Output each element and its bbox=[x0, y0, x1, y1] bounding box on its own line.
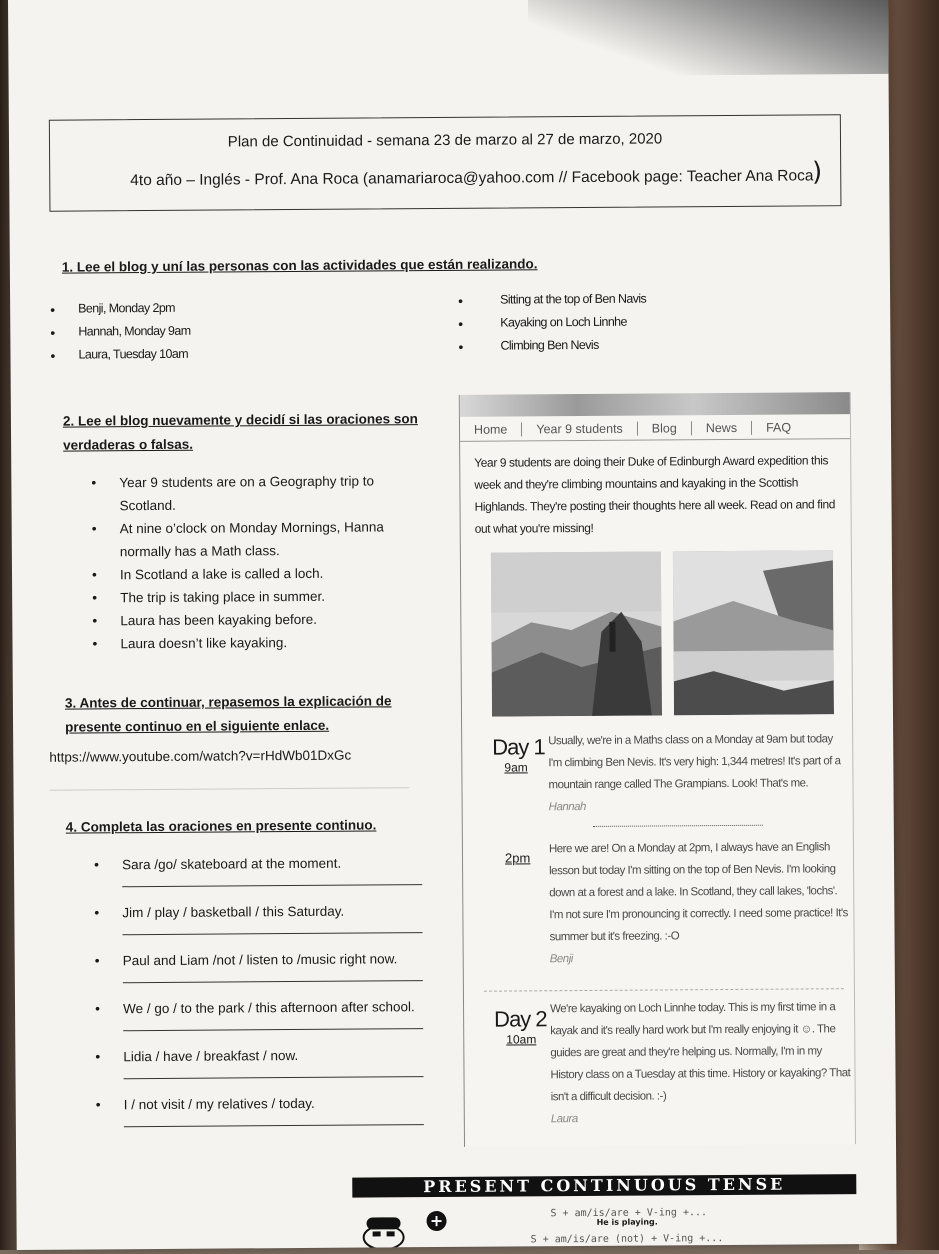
day1-marker bbox=[492, 734, 545, 774]
list-item: • At nine o’clock on Monday Mornings, Hanna normally has a Math class. bbox=[92, 515, 422, 563]
divider bbox=[50, 787, 410, 791]
divider bbox=[484, 988, 844, 992]
blog-panel bbox=[459, 392, 856, 1147]
blog-banner bbox=[460, 392, 850, 417]
blog-entry-benji bbox=[549, 836, 850, 970]
exercise-prompt: We / go / to the park / this afternoon after school. bbox=[122, 999, 415, 1017]
day-label: Day 1 bbox=[492, 734, 545, 760]
divider bbox=[593, 825, 763, 827]
entry-time: 9am bbox=[504, 760, 528, 775]
answer-line[interactable] bbox=[123, 980, 423, 983]
answer-line[interactable] bbox=[124, 1076, 424, 1079]
statements-list bbox=[91, 469, 422, 655]
answer-line[interactable] bbox=[123, 932, 423, 935]
exercise-list bbox=[94, 851, 426, 1141]
list-item: • Laura has been kayaking before. bbox=[92, 607, 422, 632]
list-item bbox=[95, 947, 425, 983]
section3-title-line2: presente continuo en el siguiente enlace. bbox=[65, 717, 330, 735]
entry2-marker bbox=[493, 850, 530, 865]
section2-title-line2: verdaderas o falsas. bbox=[63, 436, 193, 453]
blog-intro: Year 9 students are doing their Duke of Edinburgh Award expedition this week and they're climbing mountains and kayaking in the Scottish Highlands. They're posting their thoughts here all week. Read on and find out what you're missing! bbox=[474, 453, 836, 536]
answer-line[interactable] bbox=[122, 884, 422, 887]
entry-time: 10am bbox=[506, 1032, 537, 1047]
people-list bbox=[50, 300, 350, 371]
list-item: • Benji, Monday 2pm bbox=[50, 300, 350, 325]
section3-title-line1: 3. Antes de continuar, repasemos la explicación de bbox=[64, 693, 392, 711]
header-subtitle: 4to año – Inglés - Prof. Ana Roca (anamariaroca@yahoo.com // Facebook page: Teacher Ana Roca bbox=[130, 167, 814, 190]
entry-text: Usually, we're in a Maths class on a Monday at 9am but today I'm climbing Ben Nevis. It's very high: 1,344 metres! It's part of a mountain range called The Grampians. Look! That's me. bbox=[548, 733, 841, 792]
section1-title: 1. Lee el blog y uní las personas con las actividades que están realizando. bbox=[61, 256, 538, 275]
exercise-prompt: I / not visit / my relatives / today. bbox=[123, 1095, 315, 1113]
list-item bbox=[96, 1091, 426, 1127]
blog-nav bbox=[460, 414, 850, 442]
exercise-prompt: Jim / play / basketball / this Saturday. bbox=[122, 903, 345, 921]
answer-line[interactable] bbox=[123, 1028, 423, 1031]
header-title: Plan de Continuidad - semana 23 de marzo al 27 de marzo, 2020 bbox=[227, 130, 663, 151]
formula-negative: S + am/is/are (not) + V-ing +... bbox=[530, 1233, 724, 1246]
list-item: • Kayaking on Loch Linnhe bbox=[458, 313, 838, 339]
entry-text: We're kayaking on Loch Linnhe today. This is my first time in a kayak and it's really hard work but I'm really enjoying it ☺. The guides are great and they're helping us. Normally, I'm in my History class on a Tuesday at this time. History or kayaking? That isn't a difficult decision. :-) bbox=[550, 1001, 851, 1104]
list-item: • The trip is taking place in summer. bbox=[92, 584, 422, 609]
nav-year9[interactable]: Year 9 students bbox=[522, 422, 638, 437]
entry-author: Hannah bbox=[548, 800, 586, 814]
list-item: • In Scotland a lake is called a loch. bbox=[92, 561, 422, 586]
entry-author: Benji bbox=[549, 953, 573, 966]
entry-time: 2pm bbox=[504, 850, 531, 866]
lake-photo bbox=[673, 550, 834, 715]
answer-line[interactable] bbox=[124, 1124, 424, 1127]
blog-entry-hannah bbox=[548, 728, 849, 818]
header-box bbox=[49, 114, 842, 212]
exercise-prompt: Lidia / have / breakfast / now. bbox=[123, 1047, 299, 1065]
list-item bbox=[94, 851, 424, 887]
list-item bbox=[94, 899, 424, 935]
plus-icon: + bbox=[426, 1211, 446, 1231]
nav-news[interactable]: News bbox=[692, 421, 752, 435]
face-icon bbox=[360, 1211, 406, 1251]
section2-title-line1: 2. Lee el blog nuevamente y decidí si las oraciones son bbox=[62, 411, 418, 429]
entry-author: Laura bbox=[550, 1113, 578, 1126]
list-item: • Climbing Ben Nevis bbox=[458, 336, 838, 362]
nav-home[interactable]: Home bbox=[474, 422, 522, 436]
nav-blog[interactable]: Blog bbox=[638, 421, 692, 435]
worksheet-page bbox=[8, 0, 897, 1250]
day2-marker bbox=[494, 1006, 547, 1046]
list-item: • Year 9 students are on a Geography trip to Scotland. bbox=[91, 469, 421, 517]
formula-affirmative: S + am/is/are + V-ing +... bbox=[550, 1207, 708, 1220]
list-item bbox=[95, 995, 425, 1031]
mountain-photo bbox=[491, 551, 662, 716]
list-item: • Laura, Tuesday 10am bbox=[50, 346, 350, 371]
bracket-mark: ) bbox=[811, 157, 823, 188]
paper-shadow bbox=[528, 0, 889, 76]
exercise-prompt: Paul and Liam /not / listen to /music right now. bbox=[122, 951, 398, 969]
day-label: Day 2 bbox=[494, 1006, 547, 1032]
list-item: • Hannah, Monday 9am bbox=[50, 323, 350, 348]
list-item: • Laura doesn’t like kayaking. bbox=[92, 630, 422, 655]
entry-text: Here we are! On a Monday at 2pm, I always have an English lesson but today I'm sitting on the top of Ben Nevis. I'm looking down at a forest and a lake. In Scotland, they call lakes, 'lochs'. I'm not sure I'm pronouncing it correctly. I need some practice! It's summer but it's freezing. :-O bbox=[548, 841, 848, 944]
activities-list bbox=[458, 290, 838, 362]
example-affirmative: He is playing. bbox=[596, 1217, 658, 1227]
nav-faq[interactable]: FAQ bbox=[766, 420, 792, 435]
list-item: • Sitting at the top of Ben Navis bbox=[458, 290, 838, 316]
grammar-banner: PRESENT CONTINUOUS TENSE bbox=[352, 1174, 856, 1198]
youtube-link[interactable]: https://www.youtube.com/watch?v=rHdWb01DxGc bbox=[49, 747, 352, 765]
section4-title: 4. Completa las oraciones en presente continuo. bbox=[65, 817, 377, 835]
exercise-prompt: Sara /go/ skateboard at the moment. bbox=[121, 855, 342, 873]
list-item bbox=[95, 1043, 425, 1079]
blog-entry-laura bbox=[550, 996, 851, 1130]
